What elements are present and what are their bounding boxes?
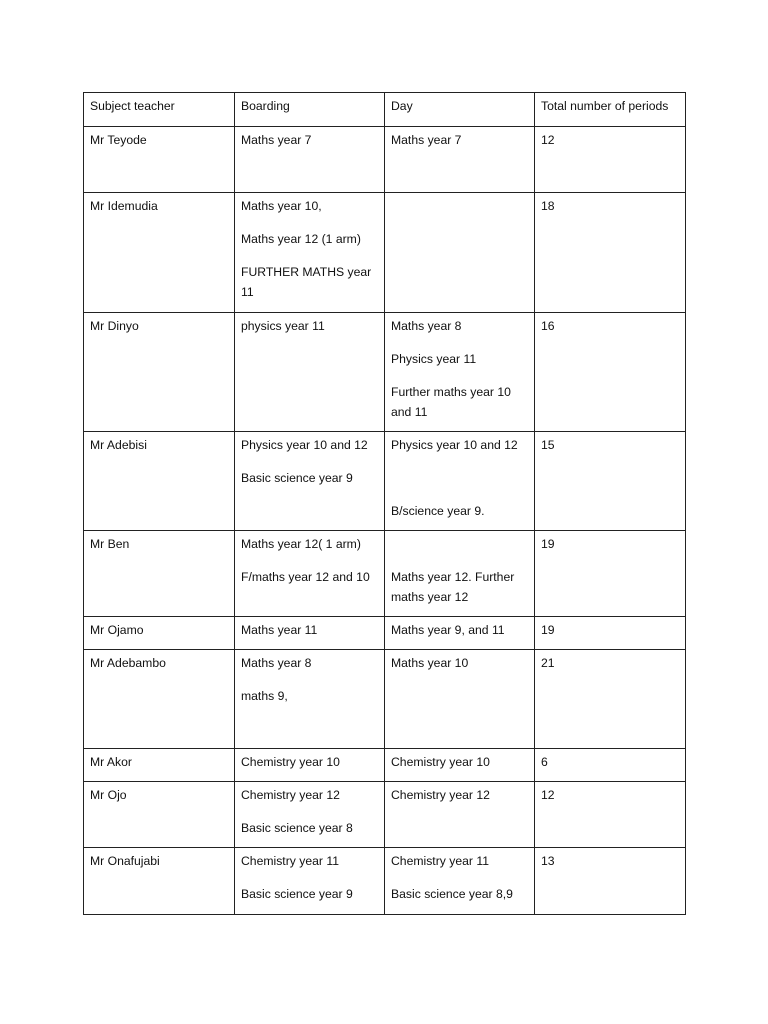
boarding-entry: maths 9, [241,689,288,703]
boarding-cell [235,617,385,650]
day-entry: Chemistry year 11 [391,854,489,868]
table-row [84,313,686,432]
day-entry: Maths year 12. Further maths year 12 [391,570,515,604]
boarding-cell [235,193,385,313]
day-cell [385,617,535,650]
boarding-cell [235,848,385,915]
day-entry: B/science year 9. [391,504,485,518]
boarding-entry: Chemistry year 11 [241,854,339,868]
boarding-entry: Chemistry year 12 [241,788,340,802]
day-cell [385,193,535,313]
total-periods-cell: 21 [535,650,686,749]
boarding-entry: Chemistry year 10 [241,755,340,769]
day-entry: Chemistry year 12 [391,788,490,802]
day-cell [385,531,535,617]
total-periods-cell: 13 [535,848,686,915]
day-cell [385,650,535,749]
day-entry: Basic science year 8,9 [391,887,513,901]
total-periods-cell: 15 [535,432,686,531]
boarding-cell [235,531,385,617]
table-body [84,127,686,915]
day-entry [391,468,528,488]
teacher-cell: Mr Ben [84,531,235,617]
day-cell [385,749,535,782]
header-boarding: Boarding [235,93,385,127]
boarding-cell [235,313,385,432]
total-periods-cell: 16 [535,313,686,432]
day-entry: Physics year 11 [391,352,477,366]
boarding-entry: Maths year 12 (1 arm) [241,232,361,246]
boarding-entry: Maths year 8 [241,656,312,670]
table-row [84,650,686,749]
day-entry: Maths year 7 [391,133,462,147]
document-page [83,92,685,915]
boarding-entry: FURTHER MATHS year 11 [241,265,372,299]
boarding-cell [235,127,385,193]
total-periods-cell: 19 [535,617,686,650]
day-entry [391,534,528,554]
day-entry: Maths year 10 [391,656,469,670]
header-row [84,93,686,127]
teacher-cell: Mr Dinyo [84,313,235,432]
boarding-entry: Basic science year 9 [241,471,353,485]
teacher-cell: Mr Ojamo [84,617,235,650]
boarding-entry: Physics year 10 and 12 [241,438,368,452]
table-row [84,193,686,313]
boarding-entry: Maths year 10, [241,199,322,213]
day-entry: Maths year 8 [391,319,462,333]
table-row [84,531,686,617]
total-periods-cell: 19 [535,531,686,617]
day-entry: Further maths year 10 and 11 [391,385,511,419]
timetable-table [83,92,686,915]
teacher-cell: Mr Idemudia [84,193,235,313]
boarding-entry: Maths year 7 [241,133,312,147]
teacher-cell: Mr Teyode [84,127,235,193]
boarding-entry: Maths year 12( 1 arm) [241,537,361,551]
day-entry: Maths year 9, and 11 [391,623,505,637]
total-periods-cell: 12 [535,127,686,193]
boarding-entry: physics year 11 [241,319,325,333]
header-subject-teacher: Subject teacher [84,93,235,127]
boarding-cell [235,650,385,749]
table-row [84,127,686,193]
teacher-cell: Mr Adebisi [84,432,235,531]
day-cell [385,127,535,193]
total-periods-cell: 12 [535,782,686,848]
boarding-entry: Basic science year 9 [241,887,353,901]
boarding-cell [235,782,385,848]
day-entry: Physics year 10 and 12 [391,438,518,452]
teacher-cell: Mr Ojo [84,782,235,848]
table-row [84,848,686,915]
day-cell [385,313,535,432]
table-row [84,782,686,848]
boarding-entry: Basic science year 8 [241,821,353,835]
table-row [84,749,686,782]
teacher-cell: Mr Akor [84,749,235,782]
header-day: Day [385,93,535,127]
teacher-cell: Mr Onafujabi [84,848,235,915]
day-entry: Chemistry year 10 [391,755,490,769]
total-periods-cell: 18 [535,193,686,313]
boarding-entry: Maths year 11 [241,623,318,637]
day-cell [385,782,535,848]
boarding-entry: F/maths year 12 and 10 [241,570,370,584]
boarding-cell [235,749,385,782]
total-periods-cell: 6 [535,749,686,782]
table-row [84,432,686,531]
day-cell [385,848,535,915]
header-total-periods: Total number of periods [535,93,686,127]
teacher-cell: Mr Adebambo [84,650,235,749]
day-cell [385,432,535,531]
table-row [84,617,686,650]
boarding-cell [235,432,385,531]
